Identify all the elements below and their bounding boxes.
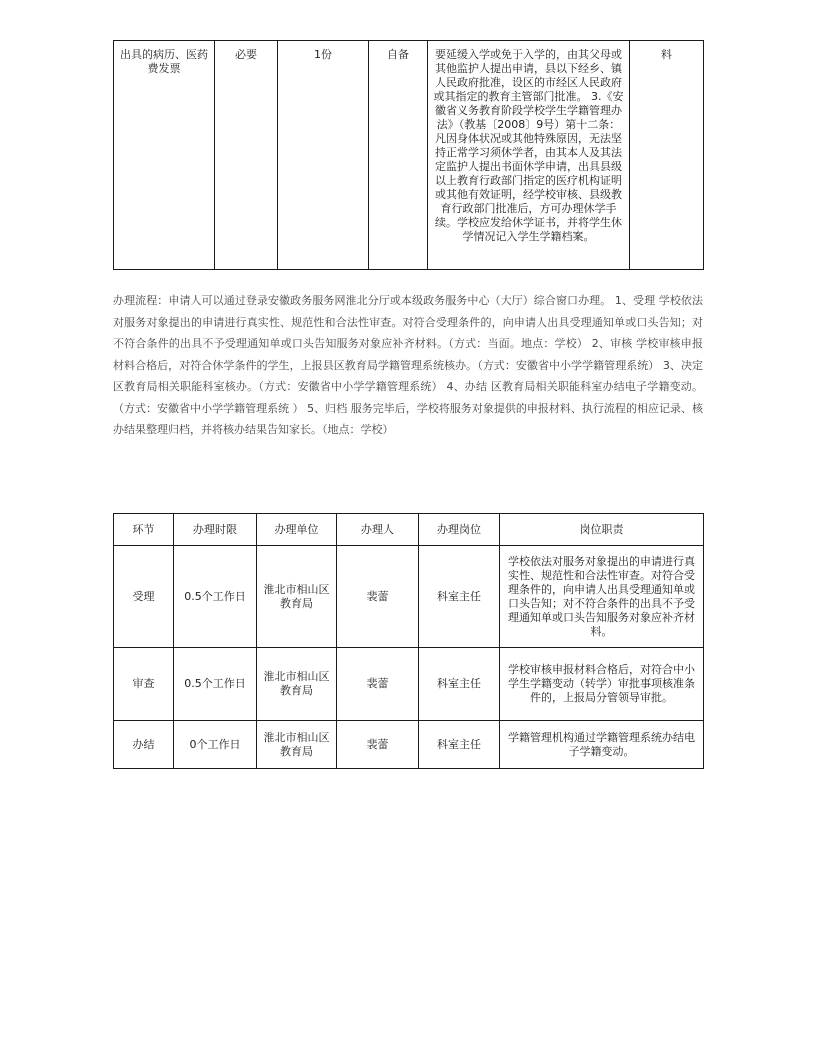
header-stage: 环节 [114, 514, 174, 546]
duty-cell: 学籍管理机构通过学籍管理系统办结电子学籍变动。 [500, 721, 704, 769]
person-cell: 裴蕾 [337, 546, 419, 648]
time-cell: 0.5个工作日 [174, 546, 257, 648]
stage-cell: 办结 [114, 721, 174, 769]
duty-cell: 学校审核申报材料合格后，对符合中小学生学籍变动（转学）审批事项核准条件的，上报局分管领导审批。 [500, 648, 704, 721]
time-cell: 0.5个工作日 [174, 648, 257, 721]
stage-cell: 审查 [114, 648, 174, 721]
header-person: 办理人 [337, 514, 419, 546]
header-time: 办理时限 [174, 514, 257, 546]
post-cell: 科室主任 [419, 648, 500, 721]
unit-cell: 淮北市相山区教育局 [257, 546, 337, 648]
legal-basis-cell: 要延缓入学或免于入学的，由其父母或其他监护人提出申请，县以下经乡、镇人民政府批准，设区的市经区人民政府或其指定的教育主管部门批准。 3.《安徽省义务教育阶段学校学生学籍管理办法》（教基〔2008〕9号）第十二条：凡因身体状况或其他特殊原因，无法坚持正常学习须休学者，由其本人及其法定监护人提出书面休学申请，出具县级以上教育行政部门指定的医疗机构证明或其他有效证明，经学校审核、县级教育行政部门批准后，方可办理休学手续。学校应发给休学证书，并将学生休学情况记入学生学籍档案。 [428, 41, 630, 270]
material-name-cell: 出具的病历、医药费发票 [114, 41, 215, 270]
quantity-cell: 1份 [278, 41, 369, 270]
header-unit: 办理单位 [257, 514, 337, 546]
stage-cell: 受理 [114, 546, 174, 648]
duty-cell: 学校依法对服务对象提出的申请进行真实性、规范性和合法性审查。对符合受理条件的，向申请人出具受理通知单或口头告知；对不符合条件的出具不予受理通知单或口头告知服务对象应补齐材料。 [500, 546, 704, 648]
header-post: 办理岗位 [419, 514, 500, 546]
materials-table [113, 40, 704, 270]
time-cell: 0个工作日 [174, 721, 257, 769]
person-cell: 裴蕾 [337, 721, 419, 769]
unit-cell: 淮北市相山区教育局 [257, 648, 337, 721]
process-steps-table [113, 513, 704, 769]
unit-cell: 淮北市相山区教育局 [257, 721, 337, 769]
note-cell: 料 [630, 41, 704, 270]
source-cell: 自备 [369, 41, 428, 270]
process-description: 办理流程：申请人可以通过登录安徽政务服务网淮北分厅或本级政务服务中心（大厅）综合窗口办理。 1、受理 学校依法对服务对象提出的申请进行真实性、规范性和合法性审查。对符合受理条件的，向申请人出具受理通知单或口头告知；对不符合条件的出具不予受理通知单或口头告知服务对象应补齐材料。（方式：当面。地点：学校） 2、审核 学校审核申报材料合格后，对符合休学条件的学生，上报县区教育局学籍管理系统核办。（方式：安徽省中小学学籍管理系统） 3、决定 区教育局相关职能科室核办。（方式：安徽省中小学学籍管理系统） 4、办结 区教育局相关职能科室办结电子学籍变动。（方式：安徽省中小学学籍管理系统 ） 5、归档 服务完毕后，学校将服务对象提供的申报材料、执行流程的相应记录、核办结果整理归档，并将核办结果告知家长。（地点：学校） [113, 294, 703, 436]
post-cell: 科室主任 [419, 546, 500, 648]
requirement-cell: 必要 [215, 41, 278, 270]
person-cell: 裴蕾 [337, 648, 419, 721]
post-cell: 科室主任 [419, 721, 500, 769]
table-row [114, 546, 704, 648]
table-row [114, 721, 704, 769]
table-row [114, 648, 704, 721]
header-duty: 岗位职责 [500, 514, 704, 546]
table-row [114, 41, 704, 270]
table-header-row [114, 514, 704, 546]
